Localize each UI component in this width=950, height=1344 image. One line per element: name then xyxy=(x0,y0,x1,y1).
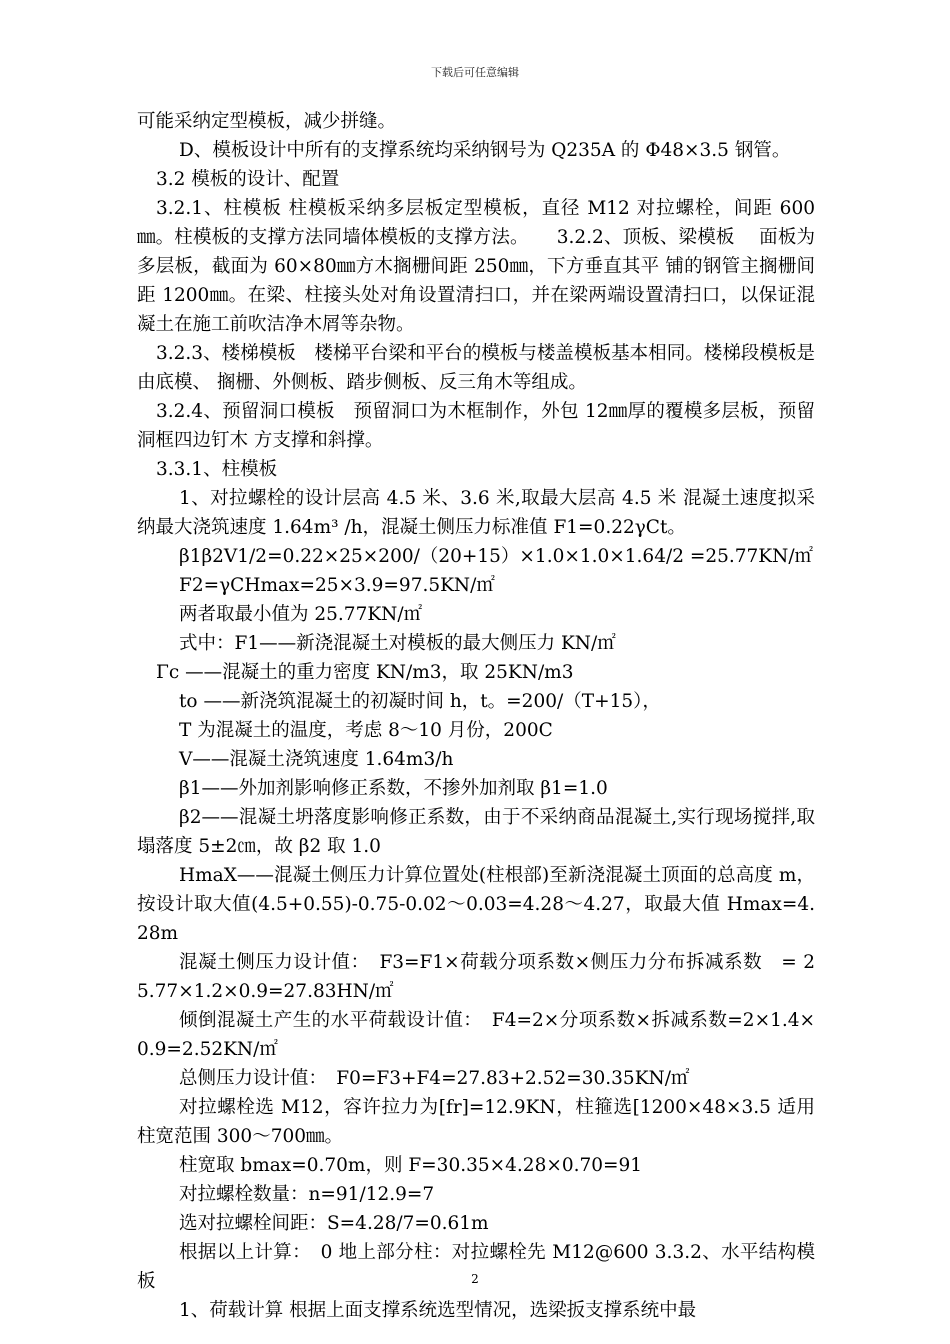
paragraph: 混凝土侧压力设计值： F3=F1×荷载分项系数×侧压力分布拆减系数 = 25.77×1.2×0.9=27.83HN/㎡ xyxy=(137,952,815,1002)
section-heading: 3.3.1、柱模板 xyxy=(156,459,278,480)
paragraph: 对拉螺栓数量：n=91/12.9=7 xyxy=(179,1184,435,1205)
page-header: 下载后可任意编辑 xyxy=(431,66,519,79)
paragraph: T 为混凝土的温度，考虑 8～10 月份，200C xyxy=(179,720,553,741)
paragraph: 柱宽取 bmax=0.70m，则 F=30.35×4.28×0.70=91 xyxy=(179,1155,643,1176)
paragraph: V——混凝土浇筑速度 1.64m3/h xyxy=(179,749,454,770)
paragraph: 两者取最小值为 25.77KN/㎡ xyxy=(179,604,423,625)
paragraph: HmaX——混凝土侧压力计算位置处(柱根部)至新浇混凝土顶面的总高度 m，按设计取大值(4.5+0.55)-0.75-0.02～0.03=4.28～4.27，取最大值 Hmax=4.28m xyxy=(137,865,815,944)
paragraph: 3.2.1、柱模板 柱模板采纳多层板定型模板，直径 M12 对拉螺栓，间距 600㎜。柱模板的支撑方法同墙体模板的支撑方法。 3.2.2、顶板、梁模板 面板为多层板，截面为 60×80㎜方木搁栅间距 250㎜，下方垂直其平 铺的钢管主搁栅间距 1200㎜。在梁、柱接头处对角设置清扫口，并在梁两端设置清扫口，以保证混凝土在施工前吹洁净木屑等杂物。 xyxy=(137,198,815,335)
paragraph: 3.2.4、预留洞口模板 预留洞口为木框制作，外包 12㎜厚的覆模多层板，预留洞框四边钉木 方支撑和斜撑。 xyxy=(137,401,815,451)
paragraph: 选对拉螺栓间距：S=4.28/7=0.61m xyxy=(179,1213,489,1234)
page-number: 2 xyxy=(471,1272,479,1286)
section-heading: 3.2 模板的设计、配置 xyxy=(156,169,340,190)
paragraph: β2——混凝土坍落度影响修正系数，由于不采纳商品混凝土,实行现场搅拌,取塌落度 5±2㎝，故 β2 取 1.0 xyxy=(137,807,815,857)
paragraph: D、模板设计中所有的支撑系统均采纳钢号为 Q235A 的 Φ48×3.5 钢管。 xyxy=(179,140,791,161)
paragraph: 1、对拉螺栓的设计层高 4.5 米、3.6 米,取最大层高 4.5 米 混凝土速度拟采纳最大浇筑速度 1.64m³ /h，混凝土侧压力标准值 F1=0.22γCt。 xyxy=(137,488,815,538)
paragraph: to ——新浇筑混凝土的初凝时间 h，t。=200/（T+15）， xyxy=(179,691,661,712)
paragraph: 倾倒混凝土产生的水平荷载设计值： F4=2×分项系数×拆减系数=2×1.4×0.9=2.52KN/㎡ xyxy=(137,1010,815,1060)
paragraph: 根据以上计算： 0 地上部分柱：对拉螺栓先 M12@600 3.3.2、水平结构模板 xyxy=(137,1242,815,1292)
formula-line: β1β2V1/2=0.22×25×200/（20+15）×1.0×1.0×1.64/2 =25.77KN/㎡ xyxy=(179,546,814,567)
paragraph: β1——外加剂影响修正系数，不掺外加剂取 β1=1.0 xyxy=(179,778,608,799)
paragraph: 可能采纳定型模板，减少拼缝。 xyxy=(137,111,397,132)
paragraph: Γc ——混凝土的重力密度 KN/m3，取 25KN/m3 xyxy=(156,662,574,683)
paragraph: 式中：F1——新浇混凝土对模板的最大侧压力 KN/㎡ xyxy=(179,633,616,654)
formula-line: F2=γCHmax=25×3.9=97.5KN/㎡ xyxy=(179,575,495,596)
document-body xyxy=(137,107,815,1325)
paragraph: 3.2.3、楼梯模板 楼梯平台梁和平台的模板与楼盖模板基本相同。楼梯段模板是由底模、 搁栅、外侧板、踏步侧板、反三角木等组成。 xyxy=(137,343,815,393)
paragraph: 1、荷载计算 根据上面支撑系统选型情况，选梁扳支撑系统中最 xyxy=(179,1300,697,1321)
paragraph: 总侧压力设计值： F0=F3+F4=27.83+2.52=30.35KN/㎡ xyxy=(179,1068,690,1089)
paragraph: 对拉螺栓选 M12，容许拉力为[fr]=12.9KN，柱箍选[1200×48×3.5 适用柱宽范围 300～700㎜。 xyxy=(137,1097,815,1147)
